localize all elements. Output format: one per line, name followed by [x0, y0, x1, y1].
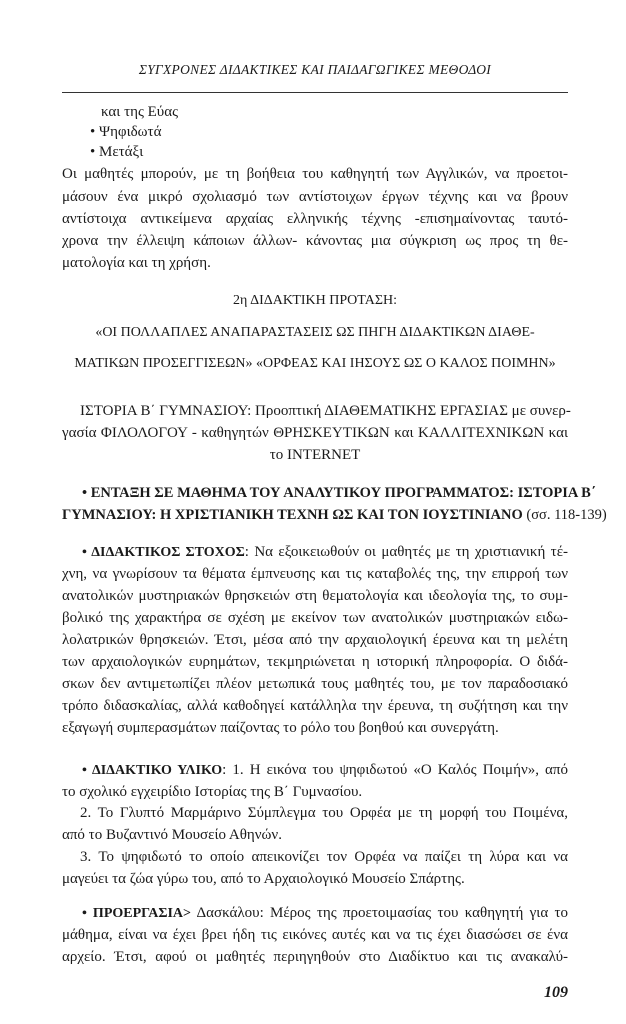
header-rule	[62, 92, 568, 93]
subject-line: ΙΣΤΟΡΙΑ Β΄ ΓΥΜΝΑΣΙΟΥ: Προοπτική ΔΙΑΘΕΜΑΤΙΚΗΣ ΕΡΓΑΣΙΑΣ με συνερ-	[80, 403, 571, 419]
subject-line: το INTERNET	[269, 447, 361, 463]
material-line: από το Βυζαντινό Μουσείο Αθηνών.	[62, 827, 282, 843]
goal-line: λολατρικών θρησκειών. Έτσι, μέσα από την αρχαιολογική έρευνα και τη μελέτη	[62, 632, 568, 648]
preparation-line: μάθημα, είναι να έχει βρει ήδη τις εικόνες αυτές και να τις έχει διασώσει σε ένα	[62, 927, 568, 943]
paragraph-line: μάσουν ένα μικρό σχολιασμό των αντίστοιχων έργων τέχνης και να βρουν	[62, 189, 568, 205]
preparation-line: αρχείο. Έτσι, αφού οι μαθητές περιηγηθούν στο Διαδίκτυο και τις ανακαλύ-	[62, 949, 568, 965]
material-line: το σχολικό εγχειρίδιο Ιστορίας της Β΄ Γυμνασίου.	[62, 784, 363, 800]
material-text: : 1. Η εικόνα του ψηφιδωτού «Ο Καλός Ποιμήν», από	[222, 762, 568, 778]
list-continuation: και της Εύας	[101, 104, 179, 120]
goal-line: εξαγωγή συμπερασμάτων παίζοντας το ρόλο του βοηθού και συνεργάτη.	[62, 720, 499, 736]
curriculum-bold: ΓΥΜΝΑΣΙΟΥ: Η ΧΡΙΣΤΙΑΝΙΚΗ ΤΕΧΝΗ ΩΣ ΚΑΙ ΤΟΝ ΙΟΥΣΤΙΝΙΑΝΟ	[62, 507, 523, 523]
goal-line: ανατολικών μυστηριακών θρησκειών στη θεματολογία και ιδεολογία της, το συμ-	[62, 588, 568, 604]
goal-line	[82, 542, 568, 563]
list-item: • Ψηφιδωτά	[90, 124, 162, 140]
curriculum-pages: (σσ. 118-139)	[522, 507, 607, 523]
curriculum-line	[62, 505, 607, 525]
goal-text: : Να εξοικειωθούν οι μαθητές με τη χριστιανική τέ-	[244, 544, 568, 560]
proposal-title: «ΟΙ ΠΟΛΛΑΠΛΕΣ ΑΝΑΠΑΡΑΣΤΑΣΕΙΣ ΩΣ ΠΗΓΗ ΔΙΔΑΚΤΙΚΩΝ ΔΙΑΘΕ-	[95, 325, 535, 340]
paragraph-line: χρονα την έλλειψη κάποιων άλλων- κάνοντας μια σύγκριση ως προς τη θε-	[62, 233, 568, 249]
preparation-text: Δασκάλου: Μέρος της προετοιμασίας του καθηγητή για το	[191, 905, 569, 921]
material-line: 3. Το ψηφιδωτό το οποίο απεικονίζει τον Ορφέα να παίζει τη λύρα και να	[80, 849, 568, 865]
list-item: • Μετάξι	[90, 144, 144, 160]
paragraph-line: ματολογία και τη χρήση.	[62, 255, 211, 271]
goal-line: βολικό της χαρακτήρα σε σχέση με εκείνον των ανατολικών μυστηριακών ειδω-	[62, 610, 568, 626]
subject-line: γασία ΦΙΛΟΛΟΓΟΥ - καθηγητών ΘΡΗΣΚΕΥΤΙΚΩΝ και ΚΑΛΛΙΤΕΧΝΙΚΩΝ και	[62, 425, 568, 441]
material-line: μαγεύει τα ζώα γύρω του, από το Αρχαιολογικό Μουσείο Σπάρτης.	[62, 871, 465, 887]
curriculum-line: • ΕΝΤΑΞΗ ΣΕ ΜΑΘΗΜΑ ΤΟΥ ΑΝΑΛΥΤΙΚΟΥ ΠΡΟΓΡΑΜΜΑΤΟΣ: ΙΣΤΟΡΙΑ Β΄	[82, 485, 596, 501]
paragraph-line: αντίστοιχα αντικείμενα αρχαίας ελληνικής τέχνης -επισημαίνοντας ταυτό-	[62, 211, 568, 227]
goal-label: • ΔΙΔΑΚΤΙΚΟΣ ΣΤΟΧΟΣ	[82, 545, 245, 560]
goal-line: τρόπο διδασκαλίας, αλλά καθοδηγεί κατάλληλα την έρευνα, τη συζήτηση και την	[62, 698, 568, 714]
proposal-title: ΜΑΤΙΚΩΝ ΠΡΟΣΕΓΓΙΣΕΩΝ» «ΟΡΦΕΑΣ ΚΑΙ ΙΗΣΟΥΣ ΩΣ Ο ΚΑΛΟΣ ΠΟΙΜΗΝ»	[74, 356, 556, 371]
goal-line: των αρχαιολογικών ευρημάτων, τεκμηριώνεται η ιστορική πληροφορία. Ο διδά-	[62, 654, 568, 670]
proposal-heading: 2η ΔΙΔΑΚΤΙΚΗ ΠΡΟΤΑΣΗ:	[233, 293, 397, 308]
page-number: 109	[544, 984, 568, 1001]
goal-line: σκων δεν αντιμετωπίζει πλέον μετωπικά τους μαθητές του, με τον παραδοσιακό	[62, 676, 568, 692]
preparation-label: • ΠΡΟΕΡΓΑΣΙΑ>	[82, 906, 192, 921]
material-line	[82, 760, 568, 781]
running-header: ΣΥΓΧΡΟΝΕΣ ΔΙΔΑΚΤΙΚΕΣ ΚΑΙ ΠΑΙΔΑΓΩΓΙΚΕΣ ΜΕΘΟΔΟΙ	[138, 62, 492, 77]
goal-line: χνη, να γνωρίσουν τα θέματα έμπνευσης και τις καταβολές της, την επιρροή των	[62, 566, 568, 582]
material-label: • ΔΙΔΑΚΤΙΚΟ ΥΛΙΚΟ	[82, 763, 223, 778]
material-line: 2. Το Γλυπτό Μαρμάρινο Σύμπλεγμα του Ορφέα με τη μορφή του Ποιμένα,	[80, 805, 568, 821]
paragraph-line: Οι μαθητές μπορούν, με τη βοήθεια του καθηγητή των Αγγλικών, να προετοι-	[62, 166, 568, 182]
preparation-line	[82, 903, 568, 924]
